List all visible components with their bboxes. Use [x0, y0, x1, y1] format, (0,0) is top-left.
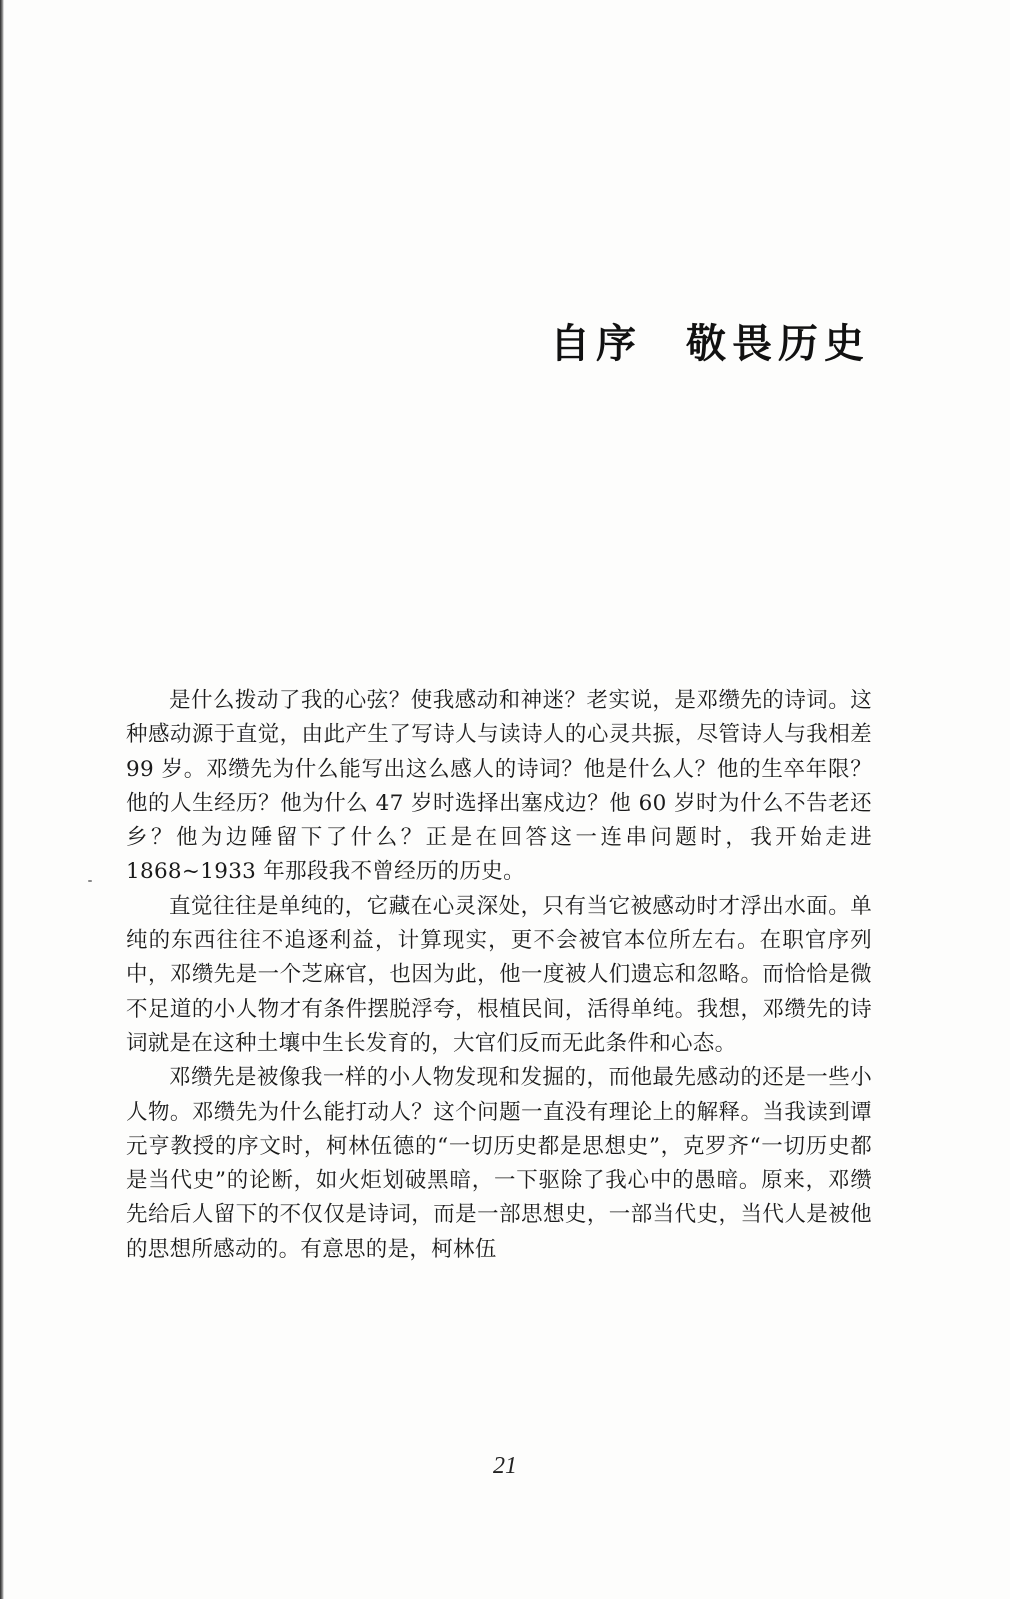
paragraph-3: 邓缵先是被像我一样的小人物发现和发掘的，而他最先感动的还是一些小人物。邓缵先为什么能打动人？这个问题一直没有理论上的解释。当我读到谭元亨教授的序文时，柯林伍德的“一切历史都是思想史”，克罗齐“一切历史都是当代史”的论断，如火炬划破黑暗，一下驱除了我心中的愚暗。原来，邓缵先给后人留下的不仅仅是诗词，而是一部思想史，一部当代史，当代人是被他的思想所感动的。有意思的是，柯林伍	[126, 1065, 872, 1262]
paragraph-2: 直觉往往是单纯的，它藏在心灵深处，只有当它被感动时才浮出水面。单纯的东西往往不追逐利益，计算现实，更不会被官本位所左右。在职官序列中，邓缵先是一个芝麻官，也因为此，他一度被人们遗忘和忽略。而恰恰是微不足道的小人物才有条件摆脱浮夸，根植民间，活得单纯。我想，邓缵先的诗词就是在这种土壤中生长发育的，大官们反而无此条件和心态。	[126, 893, 872, 1056]
title-part-preface: 自序	[550, 320, 642, 367]
scan-speck	[88, 880, 92, 882]
paragraph-1: 是什么拨动了我的心弦？使我感动和神迷？老实说，是邓缵先的诗词。这种感动源于直觉，由此产生了写诗人与读诗人的心灵共振，尽管诗人与我相差 99 岁。邓缵先为什么能写出这么感人的诗词？他是什么人？他的生卒年限？他的人生经历？他为什么 47 岁时选择出塞戍边？他 60 岁时为什么不告老还乡？他为边陲留下了什么？正是在回答这一连串问题时，我开始走进 1868~1933 年那段我不曾经历的历史。	[126, 688, 872, 885]
page-binding-edge	[0, 0, 4, 1599]
chapter-title	[550, 312, 870, 369]
body-text	[126, 684, 872, 1267]
page-number: 21	[493, 1453, 517, 1479]
title-part-main: 敬畏历史	[686, 320, 870, 367]
